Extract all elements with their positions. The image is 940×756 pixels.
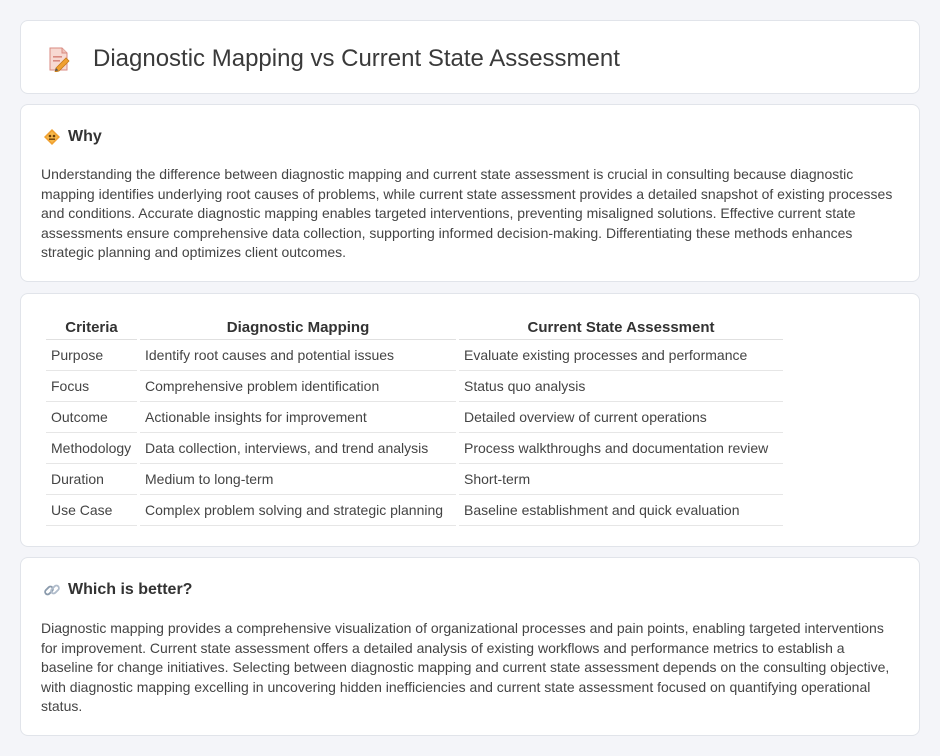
column-header-current-state: Current State Assessment bbox=[459, 315, 783, 340]
row-criteria: Duration bbox=[46, 464, 137, 495]
row-current-state: Process walkthroughs and documentation review bbox=[459, 433, 783, 464]
row-criteria: Use Case bbox=[46, 495, 137, 526]
row-current-state: Status quo analysis bbox=[459, 371, 783, 402]
row-diagnostic-mapping: Identify root causes and potential issues bbox=[140, 340, 456, 371]
row-current-state: Short-term bbox=[459, 464, 783, 495]
why-section bbox=[20, 104, 920, 282]
row-criteria: Purpose bbox=[46, 340, 137, 371]
page-title: Diagnostic Mapping vs Current State Assessment bbox=[93, 45, 620, 72]
row-diagnostic-mapping: Data collection, interviews, and trend analysis bbox=[140, 433, 456, 464]
why-heading-row bbox=[43, 128, 102, 146]
table-row bbox=[46, 402, 783, 433]
row-criteria: Methodology bbox=[46, 433, 137, 464]
row-diagnostic-mapping: Comprehensive problem identification bbox=[140, 371, 456, 402]
column-header-diagnostic-mapping: Diagnostic Mapping bbox=[140, 315, 456, 340]
row-diagnostic-mapping: Medium to long-term bbox=[140, 464, 456, 495]
better-heading: Which is better? bbox=[68, 581, 193, 598]
why-heading: Why bbox=[68, 128, 102, 145]
why-text: Understanding the difference between diagnostic mapping and current state assessment is crucial in consulting because diagnostic mapping identifies underlying root causes of problems, while current state assessment provides a detailed snapshot of existing processes and conditions. Accurate diagnostic mapping enables targeted interventions, preventing misaligned solutions. Effective current state assessments ensure comprehensive data collection, supporting informed decision-making. Differentiating these methods enhances strategic planning and optimizes client outcomes. bbox=[41, 166, 893, 260]
which-is-better-section bbox=[20, 557, 920, 736]
document-pencil-icon bbox=[47, 46, 71, 72]
link-icon bbox=[43, 581, 61, 599]
row-criteria: Outcome bbox=[46, 402, 137, 433]
row-current-state: Baseline establishment and quick evaluation bbox=[459, 495, 783, 526]
table-row bbox=[46, 340, 783, 371]
comparison-table bbox=[43, 315, 786, 526]
header-card bbox=[20, 20, 920, 94]
row-current-state: Detailed overview of current operations bbox=[459, 402, 783, 433]
row-criteria: Focus bbox=[46, 371, 137, 402]
better-heading-row bbox=[43, 581, 192, 599]
table-row bbox=[46, 495, 783, 526]
title-row bbox=[47, 45, 620, 73]
comparison-section bbox=[20, 293, 920, 547]
row-current-state: Evaluate existing processes and performance bbox=[459, 340, 783, 371]
diamond-signal-icon bbox=[43, 128, 61, 146]
better-text: Diagnostic mapping provides a comprehensive visualization of organizational processes and pain points, enabling targeted interventions for improvement. Current state assessment offers a detailed analysis of existing workflows and performance metrics to establish a baseline for change initiatives. Selecting between diagnostic mapping and current state assessment depends on the consulting objective, with diagnostic mapping excelling in uncovering hidden inefficiencies and current state assessment focused on quantifying operational status. bbox=[41, 620, 890, 714]
column-header-criteria: Criteria bbox=[46, 315, 137, 340]
row-diagnostic-mapping: Actionable insights for improvement bbox=[140, 402, 456, 433]
table-row bbox=[46, 433, 783, 464]
table-row bbox=[46, 371, 783, 402]
table-header-row bbox=[46, 315, 783, 340]
row-diagnostic-mapping: Complex problem solving and strategic planning bbox=[140, 495, 456, 526]
table-row bbox=[46, 464, 783, 495]
